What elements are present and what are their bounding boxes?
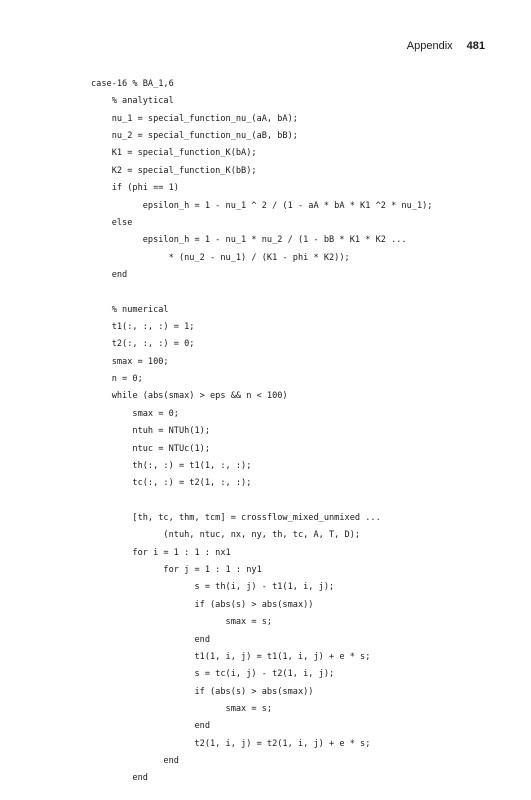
code-line: smax = 0;: [91, 408, 179, 419]
code-line: end: [91, 773, 148, 784]
code-listing: [91, 76, 432, 788]
code-line: tc(:, :) = t2(1, :, :);: [91, 478, 252, 489]
code-line: for i = 1 : 1 : nx1: [91, 547, 231, 558]
code-line: th(:, :) = t1(1, :, :);: [91, 460, 252, 471]
code-line: for j = 1 : 1 : ny1: [91, 565, 262, 576]
code-line: K1 = special_function_K(bA);: [91, 148, 257, 159]
code-line: end: [91, 634, 210, 645]
code-line: % numerical: [91, 304, 169, 315]
code-line: [91, 284, 432, 301]
code-line: smax = s;: [91, 617, 273, 628]
code-line: if (abs(s) > abs(smax)): [91, 686, 314, 697]
code-line: if (abs(s) > abs(smax)): [91, 599, 314, 610]
code-line: K2 = special_function_K(bB);: [91, 165, 257, 176]
code-line: * (nu_2 - nu_1) / (K1 - phi * K2));: [91, 252, 350, 263]
code-line: (ntuh, ntuc, nx, ny, th, tc, A, T, D);: [91, 530, 361, 541]
code-line: end: [91, 721, 210, 732]
code-line: [91, 493, 432, 510]
code-line: t2(1, i, j) = t2(1, i, j) + e * s;: [91, 738, 371, 749]
code-line: ntuc = NTUc(1);: [91, 443, 210, 454]
page-header: [407, 40, 485, 52]
code-line: if (phi == 1): [91, 183, 179, 194]
code-line: else: [91, 217, 133, 228]
code-line: % analytical: [91, 96, 174, 107]
code-line: n = 0;: [91, 374, 143, 385]
running-head-section: Appendix: [406, 40, 453, 52]
code-line: t1(:, :, :) = 1;: [91, 322, 195, 333]
code-line: end: [91, 269, 128, 280]
page-number: 481: [466, 40, 485, 52]
code-line: ntuh = NTUh(1);: [91, 426, 210, 437]
code-line: nu_1 = special_function_nu_(aA, bA);: [91, 113, 298, 124]
code-line: [th, tc, thm, tcm] = crossflow_mixed_unmixed ...: [91, 512, 381, 523]
code-line: nu_2 = special_function_nu_(aB, bB);: [91, 131, 298, 142]
code-line: s = th(i, j) - t1(1, i, j);: [91, 582, 335, 593]
code-line: end: [91, 756, 179, 767]
code-line: s = tc(i, j) - t2(1, i, j);: [91, 669, 335, 680]
code-line: t1(1, i, j) = t1(1, i, j) + e * s;: [91, 651, 371, 662]
code-line: case-16 % BA_1,6: [91, 79, 174, 89]
code-line: epsilon_h = 1 - nu_1 ^ 2 / (1 - aA * bA * K1 ^2 * nu_1);: [91, 200, 433, 211]
code-line: while (abs(smax) > eps && n < 100): [91, 391, 288, 402]
code-line: epsilon_h = 1 - nu_1 * nu_2 / (1 - bB * K1 * K2 ...: [91, 235, 407, 246]
code-line: smax = 100;: [91, 356, 169, 367]
code-line: smax = s;: [91, 703, 273, 714]
code-line: t2(:, :, :) = 0;: [91, 339, 195, 350]
